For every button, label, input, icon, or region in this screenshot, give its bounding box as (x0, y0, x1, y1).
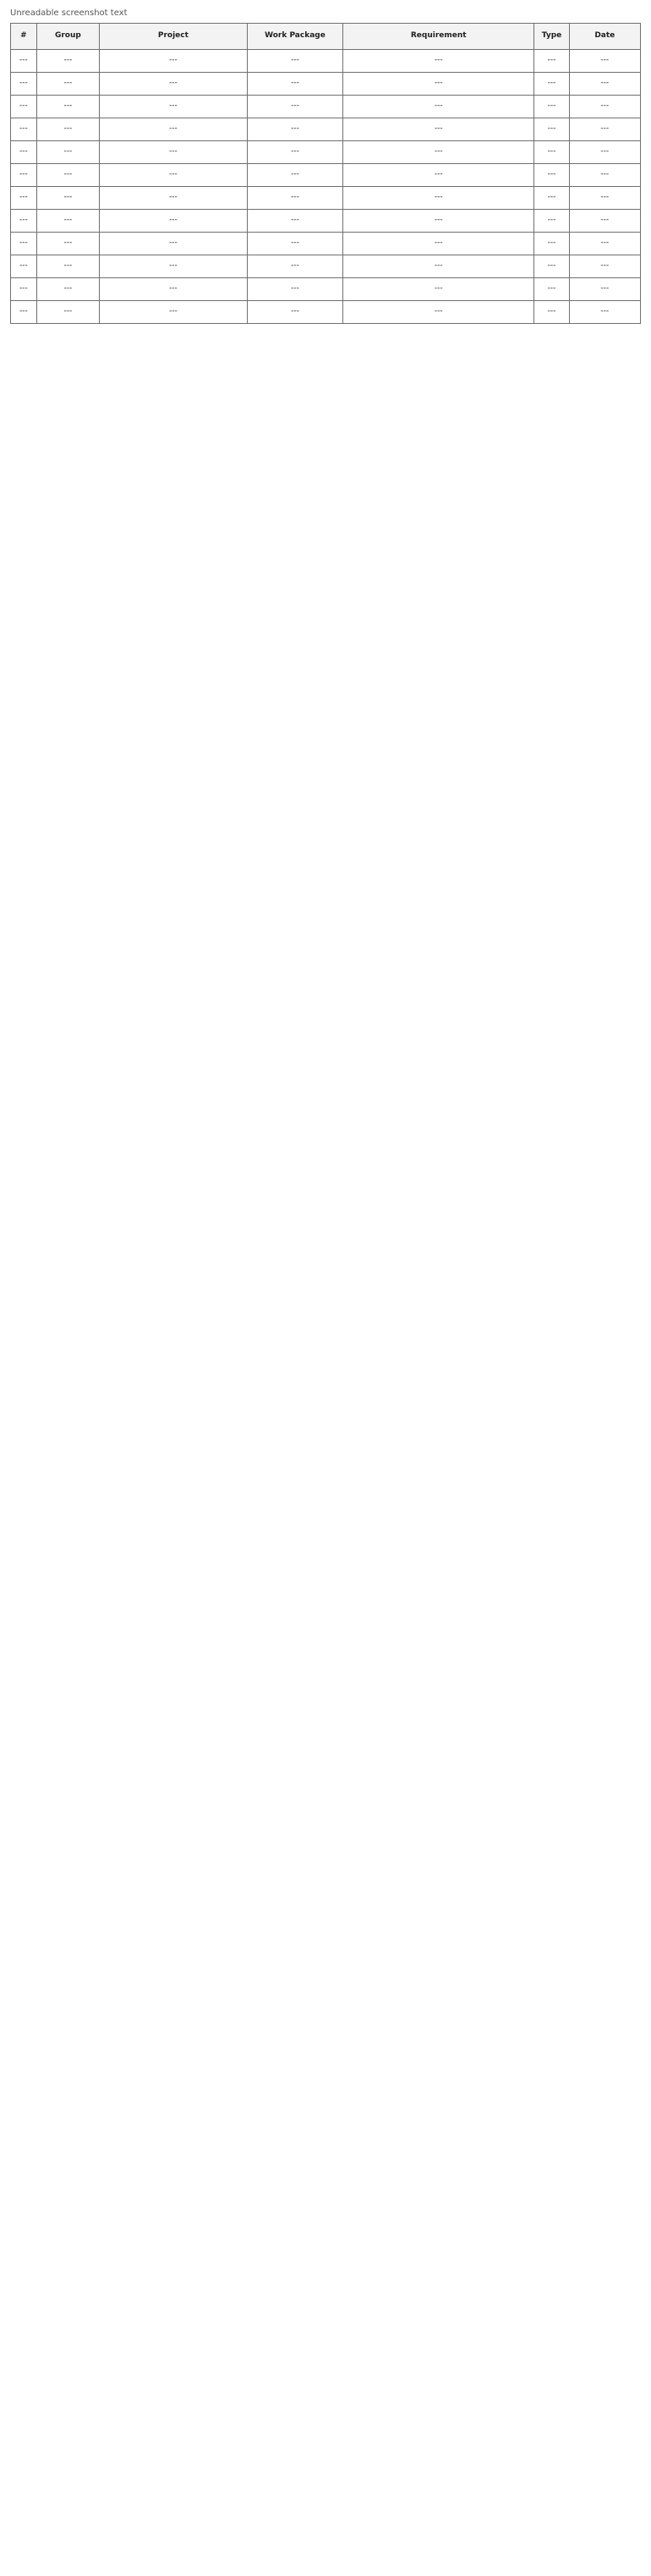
data-table (10, 23, 641, 324)
notice: Unreadable screenshot text (10, 8, 128, 18)
cell-type: --- (534, 278, 569, 301)
cell-group: --- (36, 50, 99, 73)
cell-type: --- (534, 164, 569, 187)
cell-project: --- (99, 73, 247, 96)
cell-work-package: --- (247, 50, 342, 73)
cell-group: --- (36, 255, 99, 278)
cell-date: --- (569, 210, 640, 233)
table-row (11, 164, 641, 187)
cell-requirement: --- (343, 164, 534, 187)
cell-type: --- (534, 210, 569, 233)
cell-project: --- (99, 118, 247, 141)
table-row (11, 73, 641, 96)
cell-group: --- (36, 96, 99, 118)
cell-requirement: --- (343, 233, 534, 255)
cell-date: --- (569, 118, 640, 141)
cell-work-package: --- (247, 118, 342, 141)
col-work-package: Work Package (247, 24, 342, 50)
table-row (11, 118, 641, 141)
table-row (11, 233, 641, 255)
cell-work-package: --- (247, 210, 342, 233)
cell-project: --- (99, 96, 247, 118)
table-row (11, 255, 641, 278)
cell-work-package: --- (247, 73, 342, 96)
cell-type: --- (534, 73, 569, 96)
table-row (11, 278, 641, 301)
cell-group: --- (36, 210, 99, 233)
cell-work-package: --- (247, 278, 342, 301)
cell-date: --- (569, 50, 640, 73)
cell-date: --- (569, 73, 640, 96)
table-row (11, 301, 641, 324)
table-row (11, 96, 641, 118)
col-group: Group (36, 24, 99, 50)
col-index: # (11, 24, 37, 50)
cell-index: --- (11, 187, 37, 210)
cell-type: --- (534, 301, 569, 324)
cell-requirement: --- (343, 50, 534, 73)
col-date: Date (569, 24, 640, 50)
cell-work-package: --- (247, 255, 342, 278)
cell-project: --- (99, 50, 247, 73)
cell-group: --- (36, 73, 99, 96)
cell-group: --- (36, 118, 99, 141)
cell-date: --- (569, 164, 640, 187)
cell-work-package: --- (247, 233, 342, 255)
cell-requirement: --- (343, 301, 534, 324)
table-row (11, 210, 641, 233)
cell-group: --- (36, 233, 99, 255)
cell-group: --- (36, 141, 99, 164)
table-body (11, 50, 641, 324)
col-requirement: Requirement (343, 24, 534, 50)
cell-project: --- (99, 164, 247, 187)
cell-project: --- (99, 278, 247, 301)
cell-project: --- (99, 187, 247, 210)
col-project: Project (99, 24, 247, 50)
cell-group: --- (36, 301, 99, 324)
cell-date: --- (569, 278, 640, 301)
cell-index: --- (11, 96, 37, 118)
cell-type: --- (534, 96, 569, 118)
cell-requirement: --- (343, 278, 534, 301)
table-row (11, 187, 641, 210)
cell-type: --- (534, 141, 569, 164)
cell-requirement: --- (343, 118, 534, 141)
cell-project: --- (99, 255, 247, 278)
cell-type: --- (534, 233, 569, 255)
cell-date: --- (569, 233, 640, 255)
cell-index: --- (11, 278, 37, 301)
cell-index: --- (11, 233, 37, 255)
cell-index: --- (11, 73, 37, 96)
cell-work-package: --- (247, 164, 342, 187)
cell-project: --- (99, 233, 247, 255)
cell-work-package: --- (247, 187, 342, 210)
cell-type: --- (534, 255, 569, 278)
col-type: Type (534, 24, 569, 50)
cell-group: --- (36, 278, 99, 301)
cell-work-package: --- (247, 301, 342, 324)
table-header-row (11, 24, 641, 50)
cell-project: --- (99, 141, 247, 164)
cell-index: --- (11, 50, 37, 73)
cell-group: --- (36, 187, 99, 210)
cell-requirement: --- (343, 210, 534, 233)
cell-work-package: --- (247, 141, 342, 164)
cell-type: --- (534, 50, 569, 73)
cell-index: --- (11, 255, 37, 278)
cell-index: --- (11, 164, 37, 187)
cell-index: --- (11, 118, 37, 141)
table-row (11, 50, 641, 73)
cell-requirement: --- (343, 141, 534, 164)
cell-project: --- (99, 210, 247, 233)
cell-group: --- (36, 164, 99, 187)
cell-date: --- (569, 255, 640, 278)
cell-requirement: --- (343, 96, 534, 118)
cell-requirement: --- (343, 255, 534, 278)
cell-type: --- (534, 118, 569, 141)
cell-date: --- (569, 187, 640, 210)
cell-index: --- (11, 141, 37, 164)
cell-requirement: --- (343, 73, 534, 96)
cell-requirement: --- (343, 187, 534, 210)
cell-date: --- (569, 141, 640, 164)
cell-type: --- (534, 187, 569, 210)
cell-work-package: --- (247, 96, 342, 118)
cell-project: --- (99, 301, 247, 324)
cell-date: --- (569, 96, 640, 118)
table-row (11, 141, 641, 164)
cell-index: --- (11, 210, 37, 233)
cell-date: --- (569, 301, 640, 324)
cell-index: --- (11, 301, 37, 324)
